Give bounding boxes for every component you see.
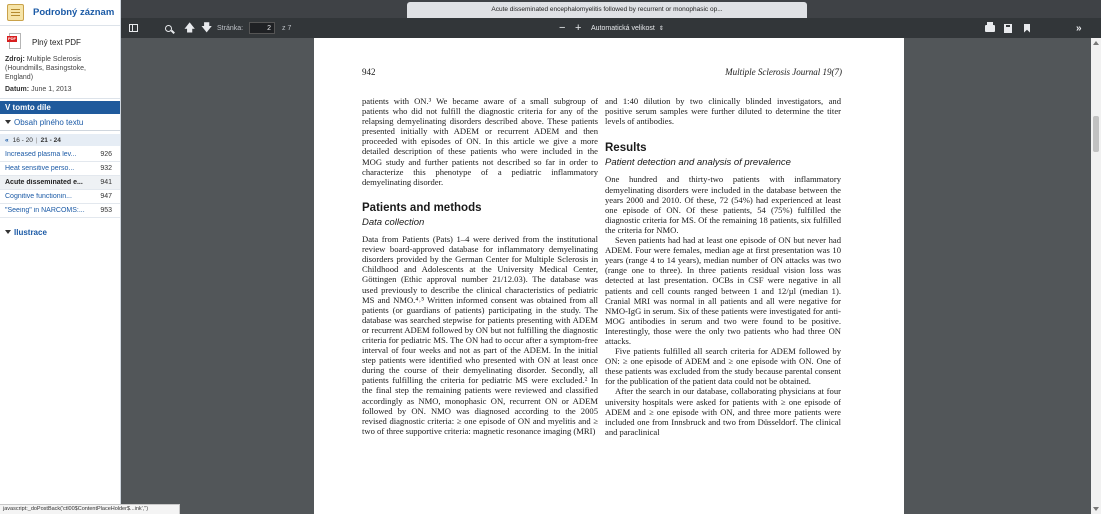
toc-item-title: Acute disseminated e... [5,179,83,186]
save-icon [1004,24,1012,33]
paragraph: One hundred and thirty-two patients with inflammatory demyelinating disorders were included in the database between the years 2000 and 2010. Of these, 72 (54%) had experienced at least one episode of ON. Of these patients, 54 (75%) fulfilled the diagnostic criteria for MS. Of the remaining 18 patients, six fulfilled the criteria for NMO. [605,174,841,235]
paragraph: Data from Patients (Pats) 1–4 were derived from the institutional review board-approved database for inflammatory demyelinating disorders provided by the German Center for Multiple Sclerosis in Childhood and Adolescents at the University Medical Center, Göttingen (Ethic approval number 21/12.03). The database was used previously to describe the clinical characteristics of pediatric MS and NMO.⁴˒⁵ Written informed consent was obtained from all patients (or guardians of patients) participating in the study. The database was searched stepwise for patients presenting with ADEM or recurrent ADEM followed by ON but not fulfilling the diagnostic criteria for pediatric MS. The ON had to occur after a symptom-free interval of four weeks and not as part of the ADEM. In the initial step patients were identified who presented with ON at least once during the course of their demyelinating disorder. Secondly, all patients fulfilling the criteria for pediatric MS were excluded.² In the final step the remaining patients were reviewed and classified accordingly as NMO, monophasic ON, recurrent ON or ADEM followed by ON. NMO was diagnosed according to the 2005 revised diagnostic criteria: ≥ one episode of ON and myelitis and ≥ two of three supportive criteria: magnetic resonance imaging (MRI) [362,234,598,436]
pager-range-1[interactable]: 16 - 20 [12,136,33,144]
save-button[interactable] [1004,18,1012,38]
toggle-sidebar-button[interactable] [129,18,138,38]
pdf-fulltext-link[interactable] [5,32,115,52]
left-column [362,96,598,436]
subsection-heading: Patient detection and analysis of prevalence [605,157,791,169]
next-page-button[interactable]: 🡇 [201,21,213,34]
illustrations-label: Ilustrace [14,227,47,237]
source-label: Zdroj: [5,56,25,63]
document-tab[interactable]: Acute disseminated encephalomyelitis followed by recurrent or monophasic op... [407,2,807,18]
toc-item[interactable] [0,204,120,218]
vertical-scrollbar[interactable] [1091,38,1101,514]
toc-item-page: 941 [100,179,112,186]
scroll-down-icon[interactable] [1093,507,1099,511]
page-total: z 7 [282,24,292,32]
toc-item-title: Cognitive functionin... [5,193,72,200]
scroll-up-icon[interactable] [1093,41,1099,45]
bookmark-button[interactable] [1024,18,1030,38]
fulltext-panel [0,26,120,99]
zoom-select[interactable] [591,18,664,38]
toc-pager [0,134,120,146]
date-label: Datum: [5,86,30,93]
left-sidebar [0,0,121,514]
toc-toggle[interactable] [0,114,120,131]
section-heading: Patients and methods [362,201,482,214]
record-icon [7,4,24,21]
toc-item[interactable] [0,148,120,162]
toc-item-title: Increased plasma lev... [5,151,77,158]
pdf-fulltext-label: Plný text PDF [32,37,81,47]
pdf-icon: PDF [7,33,23,51]
date-meta [5,85,115,94]
more-tools-button[interactable]: » [1076,22,1082,34]
toc-toggle-label: Obsah plného textu [14,117,84,127]
zoom-out-button[interactable]: − [559,22,566,34]
page-label: Stránka: [217,24,244,32]
toc-item-current[interactable] [0,176,120,190]
subsection-heading: Data collection [362,216,425,228]
sidebar-icon [129,24,138,32]
previous-page-button[interactable]: 🡅 [184,21,196,34]
zoom-select-value: Automatická velikost [591,24,655,32]
page-number: 942 [362,67,376,77]
printer-icon [985,25,995,32]
paragraph: and 1:40 dilution by two clinically blinded investigators, and positive serum samples were further diluted to determine the titer levels of antibodies. [605,96,841,127]
detailed-record-link[interactable] [0,0,120,26]
scroll-thumb[interactable] [1093,116,1099,152]
pdf-viewer [121,0,1101,514]
running-header: Multiple Sclerosis Journal 19(7) [725,67,842,77]
toc-item[interactable] [0,190,120,204]
viewer-toolbar [121,18,1101,38]
pager-prev-button[interactable]: « [5,136,9,144]
paragraph: Seven patients had had at least one episode of ON but never had ADEM. Four were females, median age at first presentation was 10 years (range 4 to 14 years), median number of ON attacks was two (range one to three). In three patients residual vision loss was detected at last presentation. OCBs in CSF were negative in all patients and cell counts ranged between 1 and 12/µl (median 1). Cranial MRI was normal in all patients and all were negative for NMO-IgG in serum. Six of these patients were investigated for anti-MOG antibodies in serum and two were found to be positive. Interestingly, those were the only two patients who had three ON attacks. [605,235,841,346]
tab-bar [121,0,1101,18]
paragraph: After the search in our database, collaborating physicians at four university hospitals were asked for patients with ≥ one episode of ADEM and ≥ one episode with ON, and three more patients were included one from Innsbruck and two from Düsseldorf. The clinical and paraclinical [605,386,841,437]
bookmark-icon [1024,24,1030,33]
toc-list [0,148,120,218]
page-number-input[interactable] [249,22,275,34]
print-button[interactable] [985,18,995,38]
toc-item-title: "Seeing" in NARCOMS:... [5,207,85,214]
right-column [605,96,841,437]
date-value: June 1, 2013 [31,86,72,93]
pager-range-2[interactable]: 21 - 24 [40,136,61,144]
toc-item-page: 953 [100,207,112,214]
caret-down-icon [5,230,11,234]
section-heading: Results [605,142,647,155]
status-bar-link-preview: javascript:_doPostBack('ctl00$ContentPlaceHolder$...ink','') [0,504,180,514]
toc-item-page: 932 [100,165,112,172]
paragraph: Five patients fulfilled all search criteria for ADEM followed by ON: ≥ one episode of ADEM and ≥ one episode with ON. One of these patients was excluded from the study because parental consent for the publication of the patient data could not be obtained. [605,346,841,387]
source-value: Multiple Sclerosis (Houndmills, Basingstoke, England) [5,56,86,81]
in-this-issue-heading: V tomto díle [0,101,120,114]
pdf-page [314,38,904,514]
source-meta [5,55,115,82]
toc-item-title: Heat sensitive perso... [5,165,75,172]
chevron-updown-icon: ⇕ [658,25,664,32]
detailed-record-label: Podrobný záznam [33,7,115,18]
zoom-in-button[interactable]: + [575,22,582,34]
caret-down-icon [5,120,11,124]
paragraph: patients with ON.³ We became aware of a small subgroup of patients who did not fulfill the diagnostic criteria for any of the relapsing demyelinating disorders described above. These patients presented initially with ADEM or recurrent ADEM and then proceeded with episodes of ON. In this article we give a more detailed description of these patients who were included in the MOG study and further patients not described so far in order to characterize this phenotype of a pediatric inflammatory demyelinating disorder. [362,96,598,187]
find-button[interactable] [165,18,172,38]
illustrations-toggle[interactable] [0,224,120,240]
toc-item-page: 947 [100,193,112,200]
pager-separator: | [35,136,38,144]
toc-item[interactable] [0,162,120,176]
toc-item-page: 926 [100,151,112,158]
search-icon [165,25,172,32]
